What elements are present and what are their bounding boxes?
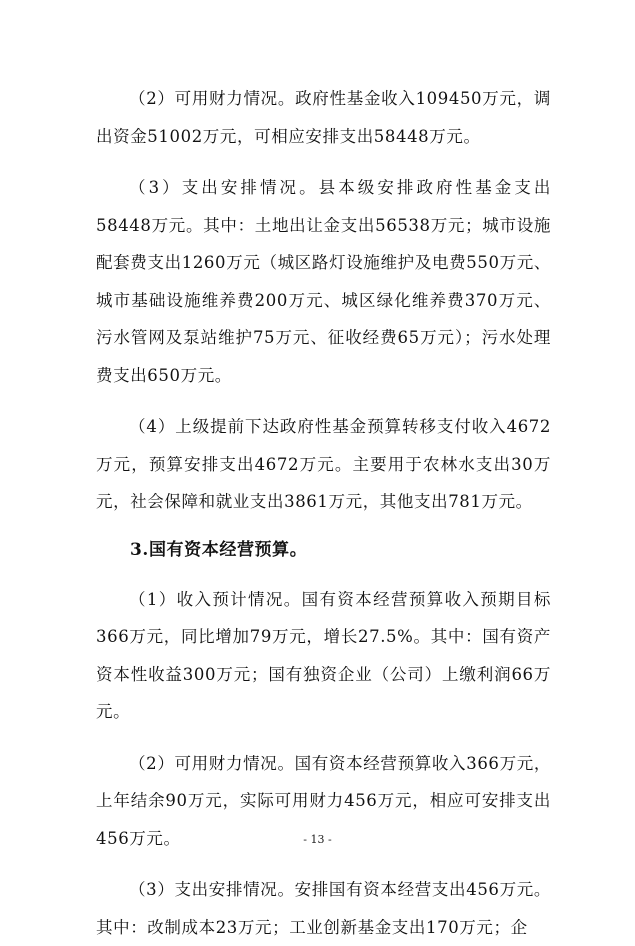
paragraph-expenditure-state-capital: （3）支出安排情况。安排国有资本经营支出456万元。其中：改制成本23万元；工业创新基金支出170万元；企 [96,880,551,937]
paragraph-available-funds-state-capital: （2）可用财力情况。国有资本经营预算收入366万元，上年结余90万元，实际可用财力456万元，相应可安排支出456万元。 [96,753,551,848]
page-number: - 13 - [303,833,332,846]
paragraph-transfer-payment: （4）上级提前下达政府性基金预算转移支付收入4672万元，预算安排支出4672万元。主要用于农林水支出30万元，社会保障和就业支出3861万元，其他支出781万元。 [96,417,551,511]
paragraph-available-funds-gov-fund: （2）可用财力情况。政府性基金收入109450万元，调出资金51002万元，可相应安排支出58448万元。 [96,89,551,146]
paragraph-income-forecast: （1）收入预计情况。国有资本经营预算收入预期目标366万元，同比增加79万元，增长27.5%。其中：国有资产资本性收益300万元；国有独资企业（公司）上缴利润66万元。 [96,589,551,721]
section-heading-state-capital: 3.国有资本经营预算。 [130,539,308,560]
paragraph-expenditure-gov-fund: （3）支出安排情况。县本级安排政府性基金支出58448万元。其中：土地出让金支出56538万元；城市设施配套费支出1260万元（城区路灯设施维护及电费550万元、城市基础设施维养费200万元、城区绿化维养费370万元、污水管网及泵站维护75万元、征收经费65万元）；污水处理费支出650万元。 [96,178,551,385]
